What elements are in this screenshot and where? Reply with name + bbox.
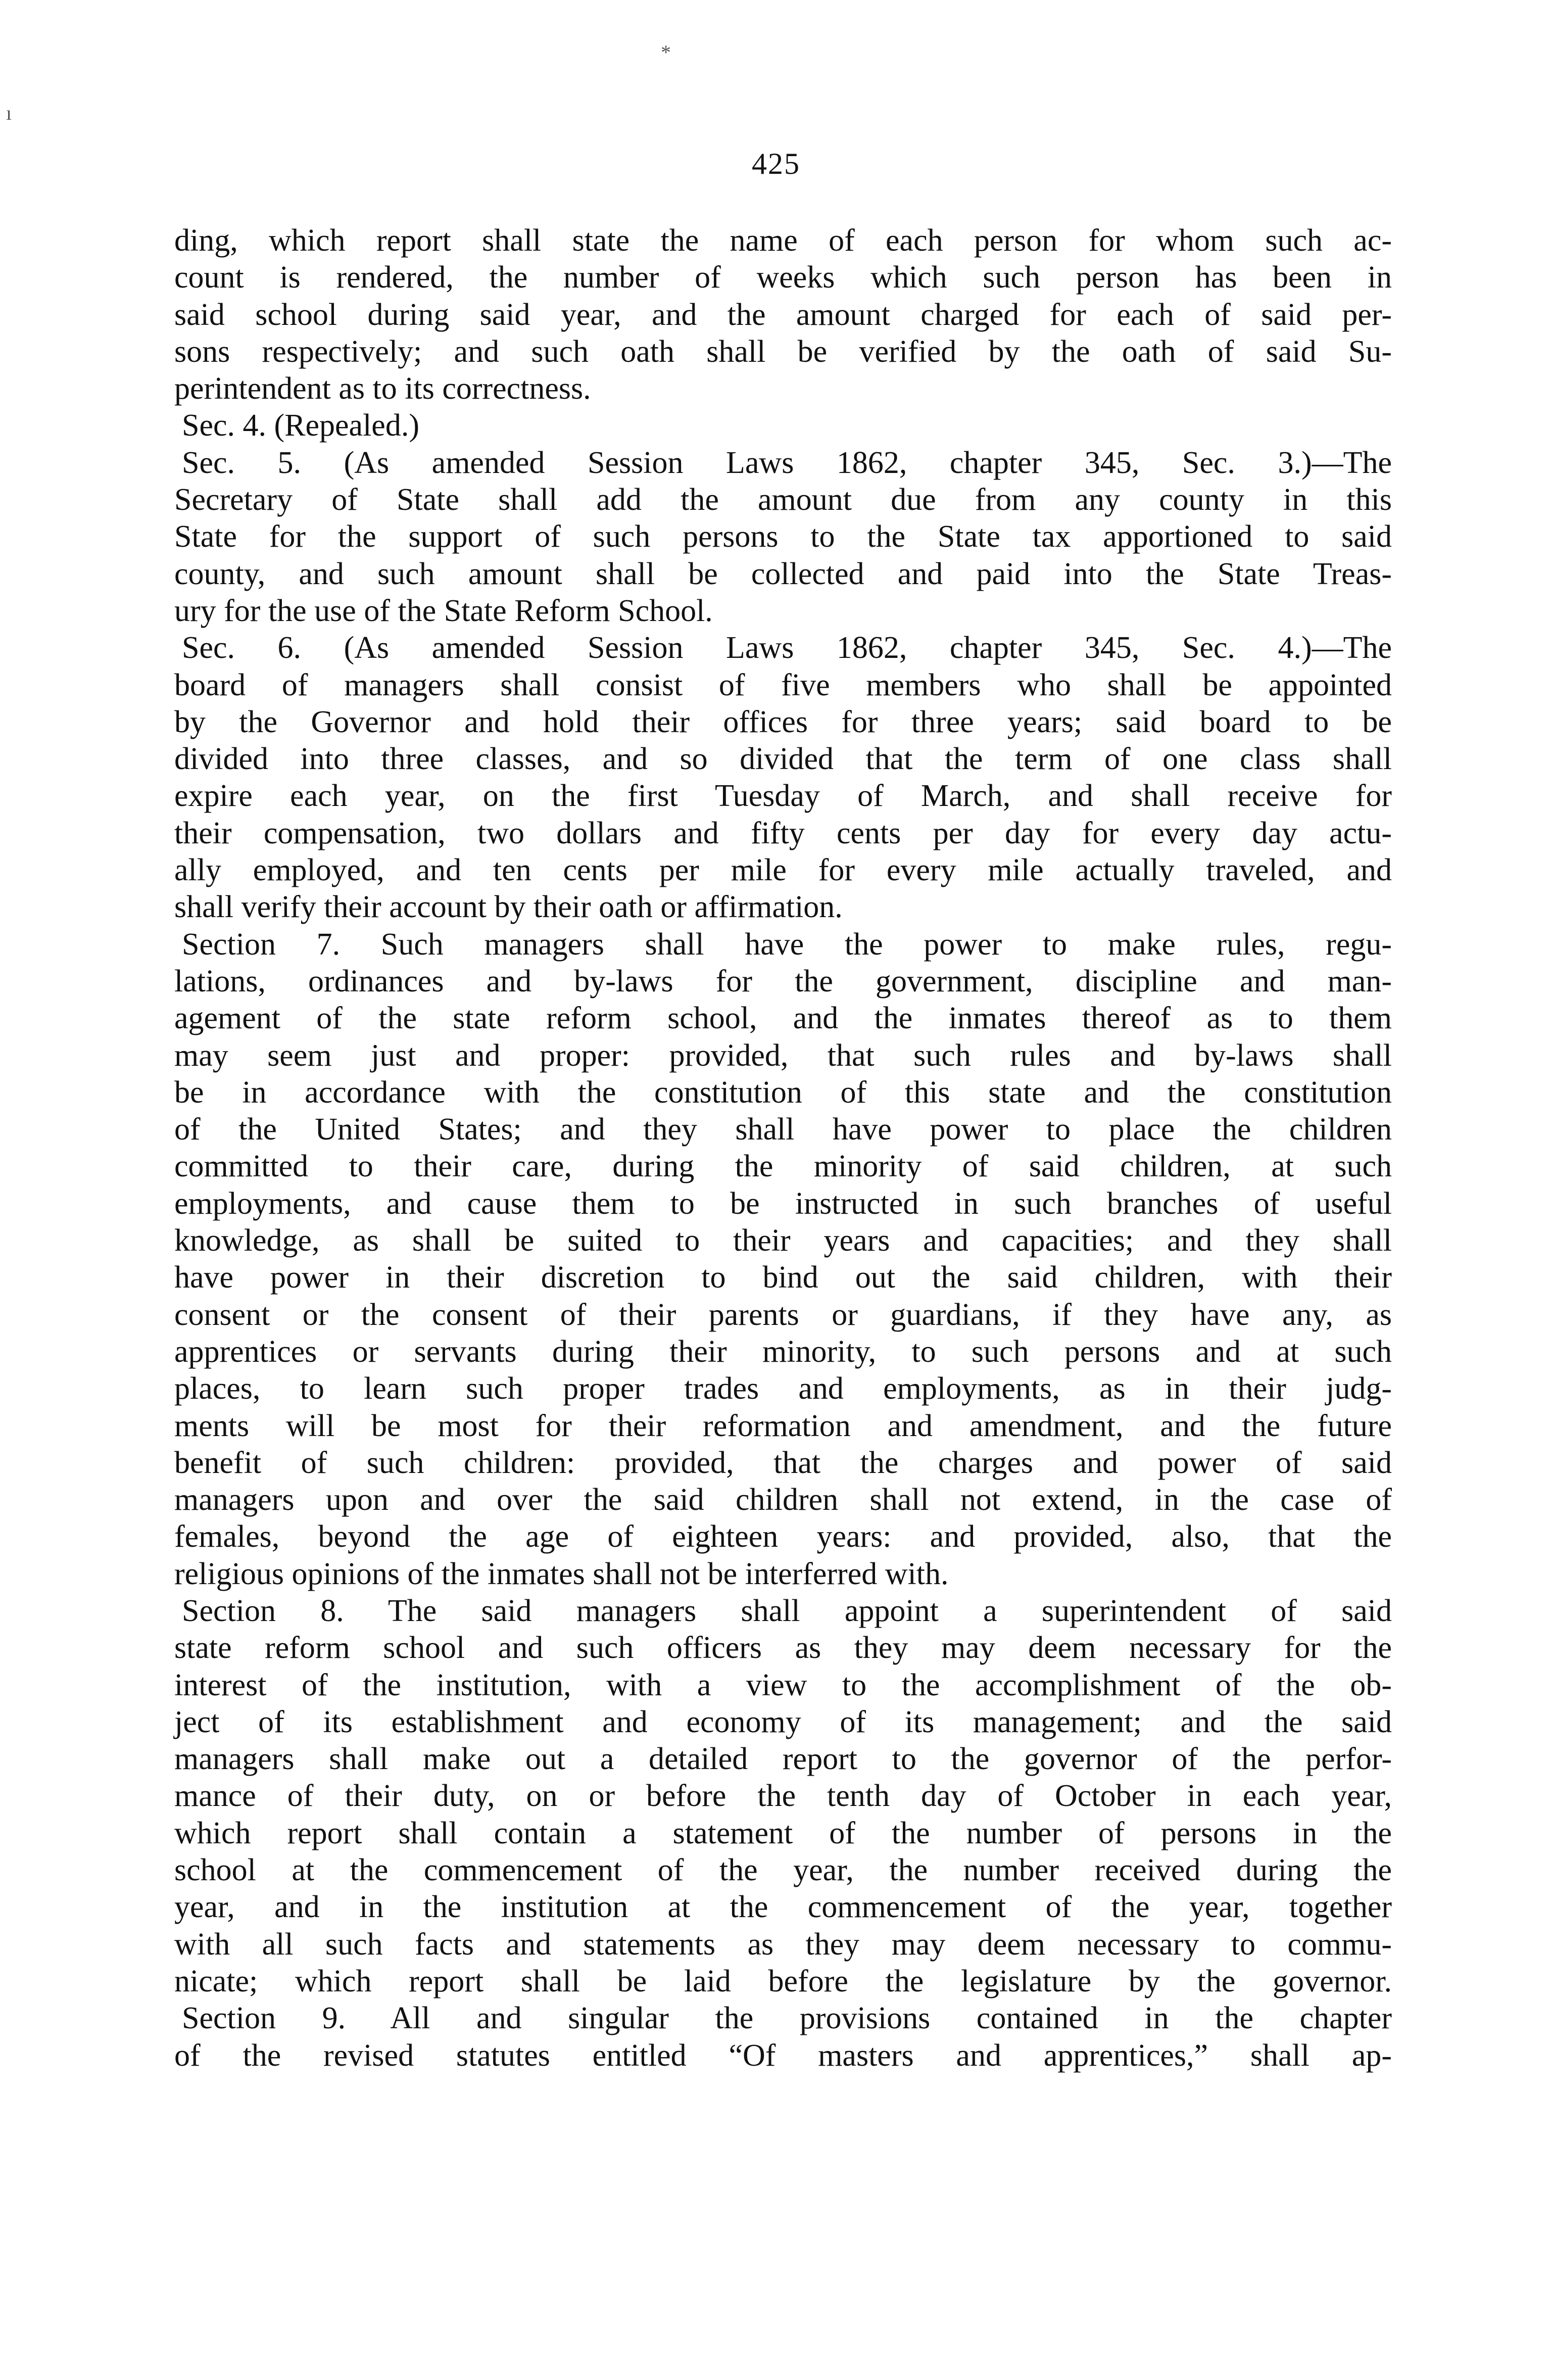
text-line: have power in their discretion to bind out the said children, with their [174,1260,1392,1295]
text-line: benefit of such children: provided, that the charges and power of said [174,1445,1392,1480]
text-line: with all such facts and statements as they may deem necessary to commu- [174,1927,1392,1962]
text-line: said school during said year, and the amount charged for each of said per- [174,297,1392,332]
text-line: by the Governor and hold their offices for three years; said board to be [174,704,1392,739]
text-line: lations, ordinances and by-laws for the government, discipline and man- [174,964,1392,998]
text-line: Sec. 4. (Repealed.) [182,408,419,443]
text-line: perintendent as to its correctness. [174,371,591,406]
text-line: expire each year, on the first Tuesday of March, and shall receive for [174,779,1392,814]
text-line: managers shall make out a detailed report to the governor of the perfor- [174,1742,1392,1777]
text-line: Section 7. Such managers shall have the power to make rules, regu- [182,927,1392,962]
text-line: divided into three classes, and so divided that the term of one class shall [174,742,1392,777]
text-line: consent or the consent of their parents or guardians, if they have any, as [174,1297,1392,1332]
text-line: mance of their duty, on or before the tenth day of October in each year, [174,1779,1392,1814]
body-text [174,222,1392,2074]
print-speck: ı [6,102,12,124]
text-line: school at the commencement of the year, the number received during the [174,1853,1392,1888]
text-line: Secretary of State shall add the amount due from any county in this [174,483,1392,517]
text-line: Sec. 5. (As amended Session Laws 1862, chapter 345, Sec. 3.)—The [182,445,1392,480]
text-line: females, beyond the age of eighteen years: and provided, also, that the [174,1519,1392,1554]
text-line: year, and in the institution at the commencement of the year, together [174,1890,1392,1925]
text-line: employments, and cause them to be instructed in such branches of useful [174,1186,1392,1221]
text-line: ments will be most for their reformation and amendment, and the future [174,1408,1392,1443]
text-line: which report shall contain a statement of the number of persons in the [174,1816,1392,1850]
text-line: count is rendered, the number of weeks which such person has been in [174,260,1392,295]
text-line: interest of the institution, with a view to the accomplishment of the ob- [174,1668,1392,1702]
text-line: committed to their care, during the minority of said children, at such [174,1149,1392,1184]
text-line: Section 8. The said managers shall appoint a superintendent of said [182,1593,1392,1628]
text-line: of the revised statutes entitled “Of masters and apprentices,” shall ap- [174,2038,1392,2073]
text-line: state reform school and such officers as they may deem necessary for the [174,1631,1392,1665]
text-line: their compensation, two dollars and fifty cents per day for every day actu- [174,816,1392,850]
text-line: knowledge, as shall be suited to their years and capacities; and they shall [174,1223,1392,1258]
text-line: religious opinions of the inmates shall not be interferred with. [174,1556,949,1591]
text-line: shall verify their account by their oath or affirmation. [174,890,843,925]
text-line: agement of the state reform school, and the inmates thereof as to them [174,1001,1392,1036]
text-line: Sec. 6. (As amended Session Laws 1862, chapter 345, Sec. 4.)—The [182,631,1392,665]
text-line: nicate; which report shall be laid before the legislature by the governor. [174,1964,1392,1998]
text-line: be in accordance with the constitution of this state and the constitution [174,1075,1392,1110]
print-speck: * [661,41,671,64]
text-line: ally employed, and ten cents per mile for every mile actually traveled, and [174,853,1392,888]
page-number: 425 [752,147,800,180]
text-line: board of managers shall consist of five members who shall be appointed [174,668,1392,702]
text-line: managers upon and over the said children shall not extend, in the case of [174,1483,1392,1517]
text-line: apprentices or servants during their minority, to such persons and at such [174,1334,1392,1369]
text-line: county, and such amount shall be collected and paid into the State Treas- [174,556,1392,591]
text-line: Section 9. All and singular the provisions contained in the chapter [182,2001,1392,2036]
text-line: ject of its establishment and economy of its management; and the said [174,1704,1392,1739]
text-line: places, to learn such proper trades and employments, as in their judg- [174,1371,1392,1406]
text-line: ury for the use of the State Reform School. [174,593,713,628]
text-line: may seem just and proper: provided, that such rules and by-laws shall [174,1038,1392,1073]
text-line: sons respectively; and such oath shall be verified by the oath of said Su- [174,334,1392,369]
text-line: of the United States; and they shall have power to place the children [174,1112,1392,1147]
text-line: State for the support of such persons to the State tax apportioned to said [174,519,1392,554]
text-line: ding, which report shall state the name of each person for whom such ac- [174,223,1392,258]
